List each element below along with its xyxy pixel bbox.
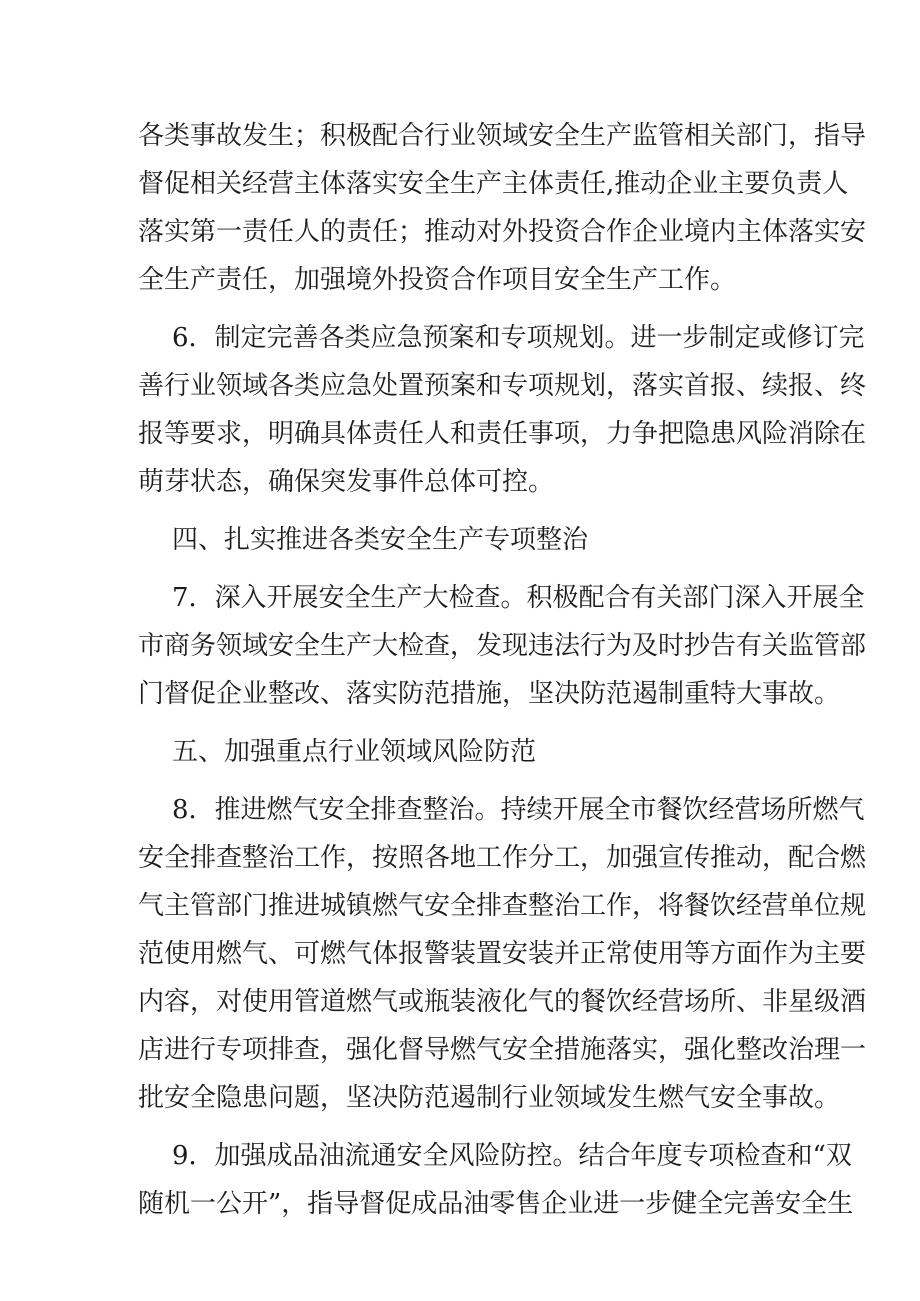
text-line: 善行业领域各类应急处置预案和专项规划，落实首报、续报、终 — [138, 371, 867, 401]
heading-line: 四、扎实推进各类安全生产专项整治 — [172, 525, 589, 555]
text-line: 气主管部门推进城镇燃气安全排查整治工作，将餐饮经营单位规 — [138, 891, 867, 921]
text-line: 安全排查整治工作，按照各地工作分工，加强宣传推动，配合燃 — [138, 843, 867, 873]
heading-line: 五、加强重点行业领域风险防范 — [172, 737, 537, 767]
text-line: 6．制定完善各类应急预案和专项规划。进一步制定或修订完 — [172, 323, 865, 353]
text-line: 8．推进燃气安全排查整治。持续开展全市餐饮经营场所燃气 — [172, 795, 865, 825]
text-line: 市商务领域安全生产大检查，发现违法行为及时抄告有关监管部 — [138, 631, 867, 661]
document-body — [138, 112, 867, 1238]
text-line: 批安全隐患问题，坚决防范遏制行业领域发生燃气安全事故。 — [138, 1083, 841, 1113]
paragraph-item-8 — [138, 786, 867, 1122]
text-line: 各类事故发生；积极配合行业领域安全生产监管相关部门，指导 — [138, 121, 867, 151]
text-line: 报等要求，明确具体责任人和责任事项，力争把隐患风险消除在 — [138, 419, 867, 449]
text-line: 落实第一责任人的责任；推动对外投资合作企业境内主体落实安 — [138, 217, 867, 247]
text-line: 门督促企业整改、落实防范措施，坚决防范遏制重特大事故。 — [138, 679, 841, 709]
text-line: 店进行专项排查，强化督导燃气安全措施落实，强化整改治理一 — [138, 1035, 867, 1065]
section-heading-4 — [138, 516, 798, 564]
paragraph-item-6 — [138, 314, 867, 506]
text-line: 7．深入开展安全生产大检查。积极配合有关部门深入开展全 — [172, 583, 865, 613]
text-line: 全生产责任，加强境外投资合作项目安全生产工作。 — [138, 265, 737, 295]
text-line: 督促相关经营主体落实安全生产主体责任,推动企业主要负责人 — [138, 169, 849, 199]
paragraph-item-9 — [138, 1132, 854, 1228]
text-line: 萌芽状态，确保突发事件总体可控。 — [138, 467, 555, 497]
text-line: 内容，对使用管道燃气或瓶装液化气的餐饮经营场所、非星级酒 — [138, 987, 867, 1017]
text-line: 9．加强成品油流通安全风险防控。结合年度专项检查和“双 — [172, 1141, 852, 1171]
paragraph-continuation — [138, 112, 867, 304]
text-line: 随机一公开”，指导督促成品油零售企业进一步健全完善安全生 — [138, 1189, 854, 1219]
paragraph-item-7 — [138, 574, 867, 718]
section-heading-5 — [138, 728, 798, 776]
text-line: 范使用燃气、可燃气体报警装置安装并正常使用等方面作为主要 — [138, 939, 867, 969]
